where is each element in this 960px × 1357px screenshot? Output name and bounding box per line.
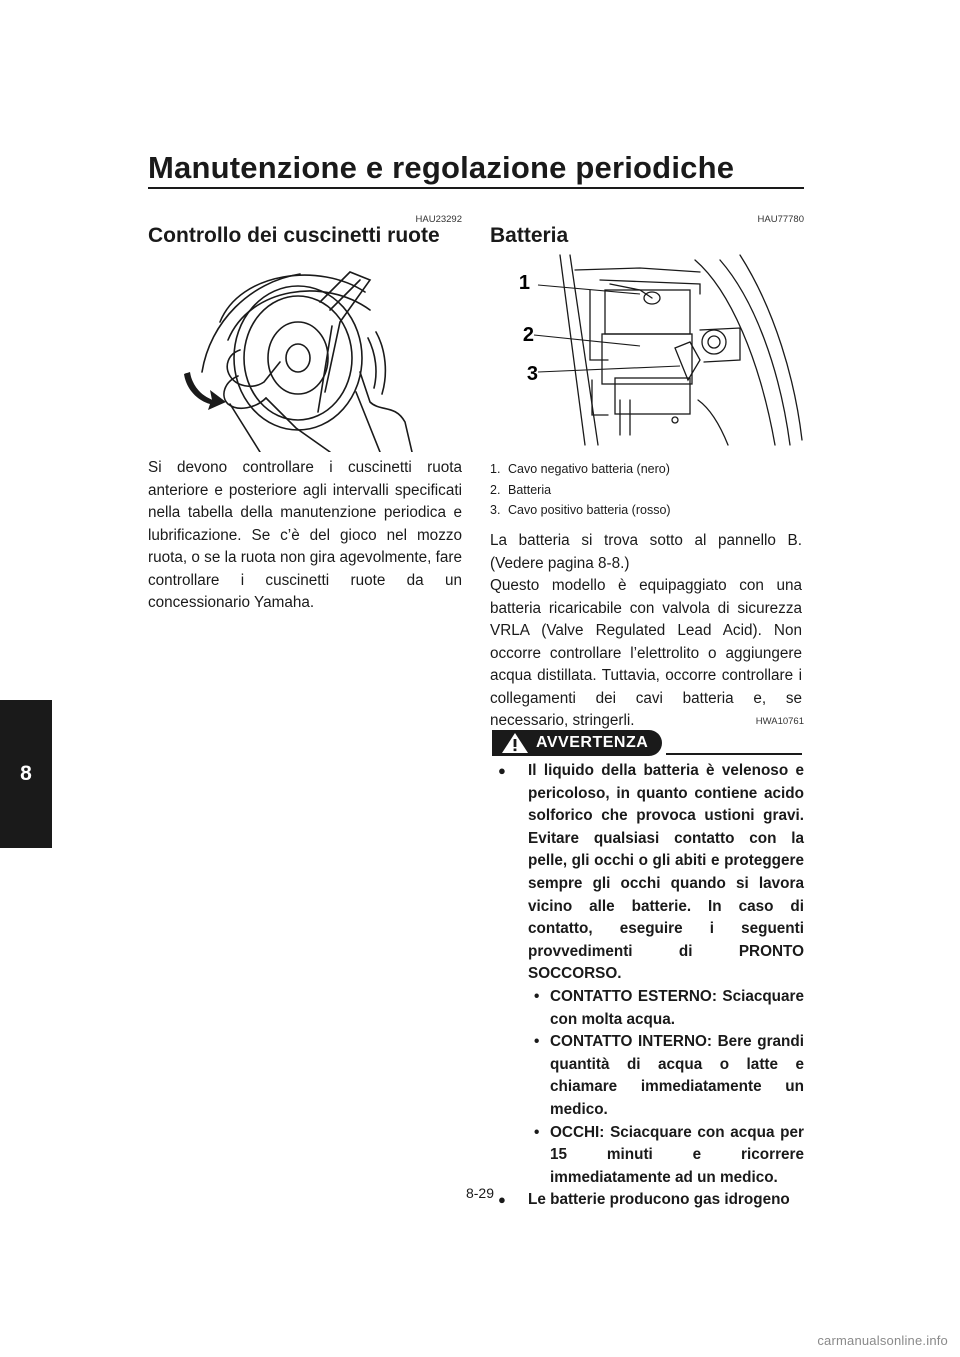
first-aid-item: • CONTATTO ESTERNO: Sciacquare con molta acqua. (534, 987, 804, 1028)
page-title: Manutenzione e regolazione periodiche (148, 150, 735, 185)
first-aid-list (528, 986, 804, 1189)
header-rule (148, 187, 804, 189)
bullet-icon: ● (498, 1192, 506, 1208)
warning-banner (492, 730, 662, 756)
figure-label-3: 3 (526, 363, 538, 385)
watermark: carmanualsonline.info (817, 1333, 948, 1348)
warning-triangle-icon (500, 731, 530, 755)
battery-type-paragraph: Questo modello è equipaggiato con una batteria ricaricabile con valvola di sicurezza VRLA (Valve Regulated Lead Acid). Non occorre controllare l’elettrolito o aggiungere acqua distillata. Tuttavia, occorre controllare i collegamenti dei cavi batteria e, se necessario, stringerli. (490, 577, 802, 729)
warning-label: AVVERTENZA (536, 734, 649, 751)
wheel-bearing-paragraph: Si devono controllare i cuscinetti ruota anteriore e posteriore agli intervalli specificati nella tabella della manutenzione periodica e lubrificazione. Se c’è del gioco nel mozzo ruota, o se la ruota non gira agevolmente, fare controllare i cuscinetti ruote da un concessionario Yamaha. (148, 459, 462, 611)
warning-list (492, 760, 804, 1212)
bullet-icon: ● (498, 763, 506, 778)
caption-item: 3. Cavo positivo batteria (rosso) (490, 503, 671, 517)
section-title-wheel-bearings: Controllo dei cuscinetti ruote (148, 224, 440, 247)
figure-label-1: 1 (518, 272, 530, 294)
chapter-tab: 8 (0, 700, 52, 848)
section-code: HAU77780 (757, 214, 804, 225)
caption-item: 1. Cavo negativo batteria (nero) (490, 462, 670, 476)
warning-rule (666, 753, 802, 755)
warning-item: ● Il liquido della batteria è velenoso e pericoloso, in quanto contiene acido solforico che provoca ustioni gravi. Evitare qualsiasi contatto con la pelle, gli occhi o gli abiti e proteggere sempre gli occhi quando si lavora vicino alle batterie. In caso di contatto, eseguire i seguenti provvedimenti di PRONTO SOCCORSO. • CONTATTO ESTERNO: Sciacquare con molta acqua. • CONTATTO INTERNO: Bere grandi quantità di acqua o latte e chiamare immediatamente un medico. • OCCHI: Sciacquare con acqua per 15 minuti e ricorrere immediatamente ad un medico. (492, 760, 804, 1189)
figure-label-2: 2 (522, 324, 534, 346)
page-number: 8-29 (465, 1185, 495, 1201)
figure-captions (490, 459, 810, 521)
warning-item: ● Le batterie producono gas idrogeno (492, 1189, 804, 1212)
battery-location-paragraph: La batteria si trova sotto al pannello B. (Vedere pagina 8-8.) (490, 532, 802, 572)
first-aid-item: • CONTATTO INTERNO: Bere grandi quantità di acqua o latte e chiamare immediatamente un medico. (534, 1033, 804, 1118)
battery-illustration (490, 250, 806, 450)
caption-item: 2. Batteria (490, 482, 552, 497)
wheel-bearing-illustration (180, 262, 420, 452)
warning-code: HWA10761 (755, 716, 804, 727)
first-aid-item: • OCCHI: Sciacquare con acqua per 15 minuti e ricorrere immediatamente ad un medico. (534, 1123, 804, 1186)
section-title-battery: Batteria (490, 224, 569, 247)
section-code: HAU23292 (415, 214, 462, 225)
